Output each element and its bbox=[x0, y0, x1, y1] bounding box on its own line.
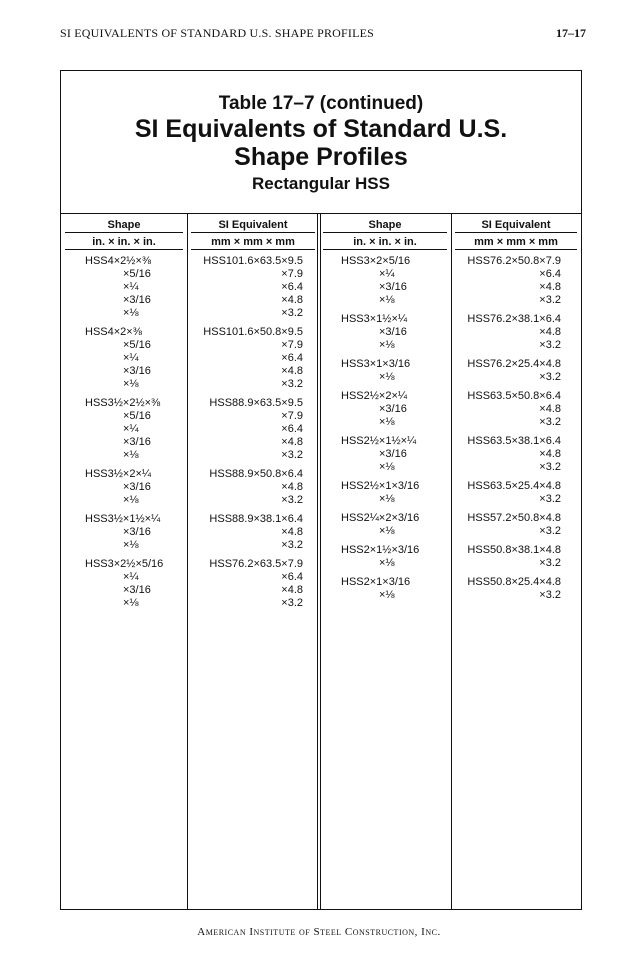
si-designation: HSS57.2×50.8×4.8 bbox=[467, 512, 561, 524]
table-number: Table 17–7 (continued) bbox=[218, 93, 424, 114]
si-thickness: ×3.2 bbox=[539, 493, 561, 505]
shape-thickness: ×3/16 bbox=[123, 584, 151, 596]
si-designation: HSS76.2×25.4×4.8 bbox=[467, 358, 561, 370]
table-title bbox=[61, 115, 581, 171]
left-shape-column bbox=[85, 255, 185, 610]
si-thickness: ×3.2 bbox=[281, 307, 303, 319]
si-thickness: ×3.2 bbox=[539, 557, 561, 569]
shape-thickness: ×⅛ bbox=[379, 461, 395, 473]
si-thickness: ×6.4 bbox=[281, 423, 303, 435]
shape-thickness: ×⅛ bbox=[123, 597, 139, 609]
footer-text: American Institute of Steel Construction, Inc. bbox=[197, 926, 441, 938]
header-shape-label: Shape bbox=[107, 219, 141, 231]
shape-thickness: ×⅛ bbox=[123, 539, 139, 551]
table-title-line2: Shape Profiles bbox=[234, 143, 408, 171]
si-designation: HSS50.8×25.4×4.8 bbox=[467, 576, 561, 588]
si-thickness: ×3.2 bbox=[539, 416, 561, 428]
si-thickness: ×6.4 bbox=[539, 268, 561, 280]
shape-thickness: ×⅛ bbox=[379, 294, 395, 306]
si-thickness: ×3.2 bbox=[539, 371, 561, 383]
si-thickness: ×3.2 bbox=[539, 294, 561, 306]
shape-designation: HSS3×2×5/16 bbox=[341, 255, 411, 267]
header-si-units: mm × mm × mm bbox=[474, 236, 558, 248]
shape-thickness: ×⅛ bbox=[123, 307, 139, 319]
si-thickness: ×4.8 bbox=[281, 436, 303, 448]
right-shape-column bbox=[341, 255, 447, 602]
publisher-footer bbox=[0, 926, 638, 938]
si-designation: HSS76.2×63.5×7.9 bbox=[209, 558, 303, 570]
shape-designation: HSS2¼×2×3/16 bbox=[341, 512, 420, 524]
shape-thickness: ×3/16 bbox=[379, 326, 407, 338]
si-thickness: ×3.2 bbox=[281, 449, 303, 461]
si-thickness: ×6.4 bbox=[281, 571, 303, 583]
header-si-label: SI Equivalent bbox=[218, 219, 288, 231]
shape-thickness: ×¼ bbox=[379, 268, 395, 280]
right-si-column bbox=[461, 255, 561, 602]
si-designation: HSS50.8×38.1×4.8 bbox=[467, 544, 561, 556]
shape-thickness: ×3/16 bbox=[379, 448, 407, 460]
shape-thickness: ×5/16 bbox=[123, 339, 151, 351]
shape-thickness: ×3/16 bbox=[379, 403, 407, 415]
shape-thickness: ×3/16 bbox=[123, 526, 151, 538]
running-title: SI EQUIVALENTS OF STANDARD U.S. SHAPE PROFILES bbox=[60, 26, 375, 40]
si-thickness: ×4.8 bbox=[539, 448, 561, 460]
shape-thickness: ×⅛ bbox=[379, 493, 395, 505]
shape-thickness: ×⅛ bbox=[379, 371, 395, 383]
si-thickness: ×3.2 bbox=[539, 525, 561, 537]
shape-designation: HSS2×1½×3/16 bbox=[341, 544, 420, 556]
shape-designation: HSS2×1×3/16 bbox=[341, 576, 411, 588]
shape-thickness: ×⅛ bbox=[123, 378, 139, 390]
shape-thickness: ×3/16 bbox=[123, 294, 151, 306]
shape-designation: HSS4×2½×⅜ bbox=[85, 255, 152, 267]
header-shape-left bbox=[65, 217, 183, 249]
header-shape-units: in. × in. × in. bbox=[92, 236, 156, 248]
shape-thickness: ×¼ bbox=[123, 571, 139, 583]
shape-designation: HSS3½×2×¼ bbox=[85, 468, 152, 480]
si-thickness: ×6.4 bbox=[281, 352, 303, 364]
shape-thickness: ×¼ bbox=[123, 352, 139, 364]
si-thickness: ×4.8 bbox=[281, 365, 303, 377]
shape-designation: HSS2½×2×¼ bbox=[341, 390, 408, 402]
header-si-left bbox=[191, 217, 315, 249]
shape-thickness: ×5/16 bbox=[123, 410, 151, 422]
si-designation: HSS101.6×63.5×9.5 bbox=[203, 255, 303, 267]
si-designation: HSS63.5×25.4×4.8 bbox=[467, 480, 561, 492]
si-thickness: ×4.8 bbox=[539, 403, 561, 415]
header-si-right bbox=[455, 217, 577, 249]
shape-designation: HSS3½×1½×¼ bbox=[85, 513, 161, 525]
column-divider bbox=[451, 213, 452, 909]
si-designation: HSS88.9×50.8×6.4 bbox=[209, 468, 303, 480]
si-thickness: ×4.8 bbox=[281, 526, 303, 538]
shape-thickness: ×3/16 bbox=[123, 481, 151, 493]
si-thickness: ×7.9 bbox=[281, 339, 303, 351]
shape-designation: HSS3×2½×5/16 bbox=[85, 558, 164, 570]
shape-thickness: ×3/16 bbox=[123, 365, 151, 377]
shape-thickness: ×⅛ bbox=[123, 449, 139, 461]
shape-thickness: ×3/16 bbox=[379, 281, 407, 293]
si-thickness: ×3.2 bbox=[539, 339, 561, 351]
shape-designation: HSS2½×1½×¼ bbox=[341, 435, 417, 447]
header-si-label: SI Equivalent bbox=[481, 219, 551, 231]
shape-thickness: ×⅛ bbox=[379, 557, 395, 569]
si-thickness: ×3.2 bbox=[281, 378, 303, 390]
si-designation: HSS76.2×50.8×7.9 bbox=[467, 255, 561, 267]
shape-designation: HSS3×1×3/16 bbox=[341, 358, 411, 370]
header-shape-right bbox=[323, 217, 447, 249]
si-thickness: ×7.9 bbox=[281, 268, 303, 280]
si-thickness: ×4.8 bbox=[539, 326, 561, 338]
si-designation: HSS63.5×50.8×6.4 bbox=[467, 390, 561, 402]
header-si-units: mm × mm × mm bbox=[211, 236, 295, 248]
si-thickness: ×6.4 bbox=[281, 281, 303, 293]
shape-thickness: ×⅛ bbox=[123, 494, 139, 506]
shape-designation: HSS2½×1×3/16 bbox=[341, 480, 420, 492]
header-shape-label: Shape bbox=[368, 219, 402, 231]
shape-thickness: ×¼ bbox=[123, 281, 139, 293]
shape-thickness: ×¼ bbox=[123, 423, 139, 435]
si-designation: HSS76.2×38.1×6.4 bbox=[467, 313, 561, 325]
shape-thickness: ×⅛ bbox=[379, 589, 395, 601]
si-thickness: ×3.2 bbox=[281, 597, 303, 609]
si-thickness: ×4.8 bbox=[281, 294, 303, 306]
page-number: 17–17 bbox=[556, 26, 586, 40]
shape-designation: HSS3×1½×¼ bbox=[341, 313, 408, 325]
si-thickness: ×3.2 bbox=[539, 589, 561, 601]
shape-designation: HSS3½×2½×⅜ bbox=[85, 397, 161, 409]
table-frame bbox=[60, 70, 582, 910]
si-designation: HSS101.6×50.8×9.5 bbox=[203, 326, 303, 338]
table-title-line1: SI Equivalents of Standard U.S. bbox=[134, 115, 508, 143]
shape-thickness: ×⅛ bbox=[379, 416, 395, 428]
column-divider bbox=[187, 213, 188, 909]
shape-designation: HSS4×2×⅜ bbox=[85, 326, 142, 338]
table-subtitle: Rectangular HSS bbox=[252, 174, 390, 193]
si-designation: HSS63.5×38.1×6.4 bbox=[467, 435, 561, 447]
si-designation: HSS88.9×63.5×9.5 bbox=[209, 397, 303, 409]
title-box bbox=[61, 71, 581, 214]
si-thickness: ×3.2 bbox=[281, 539, 303, 551]
column-divider-double-a bbox=[317, 213, 318, 909]
shape-thickness: ×⅛ bbox=[379, 339, 395, 351]
header-shape-units: in. × in. × in. bbox=[353, 236, 417, 248]
si-thickness: ×7.9 bbox=[281, 410, 303, 422]
si-thickness: ×4.8 bbox=[281, 481, 303, 493]
left-si-column bbox=[197, 255, 303, 610]
shape-thickness: ×5/16 bbox=[123, 268, 151, 280]
shape-thickness: ×⅛ bbox=[379, 525, 395, 537]
si-designation: HSS88.9×38.1×6.4 bbox=[209, 513, 303, 525]
si-thickness: ×4.8 bbox=[539, 281, 561, 293]
si-thickness: ×3.2 bbox=[281, 494, 303, 506]
si-thickness: ×4.8 bbox=[281, 584, 303, 596]
column-divider-double-b bbox=[320, 213, 321, 909]
si-thickness: ×3.2 bbox=[539, 461, 561, 473]
shape-thickness: ×3/16 bbox=[123, 436, 151, 448]
